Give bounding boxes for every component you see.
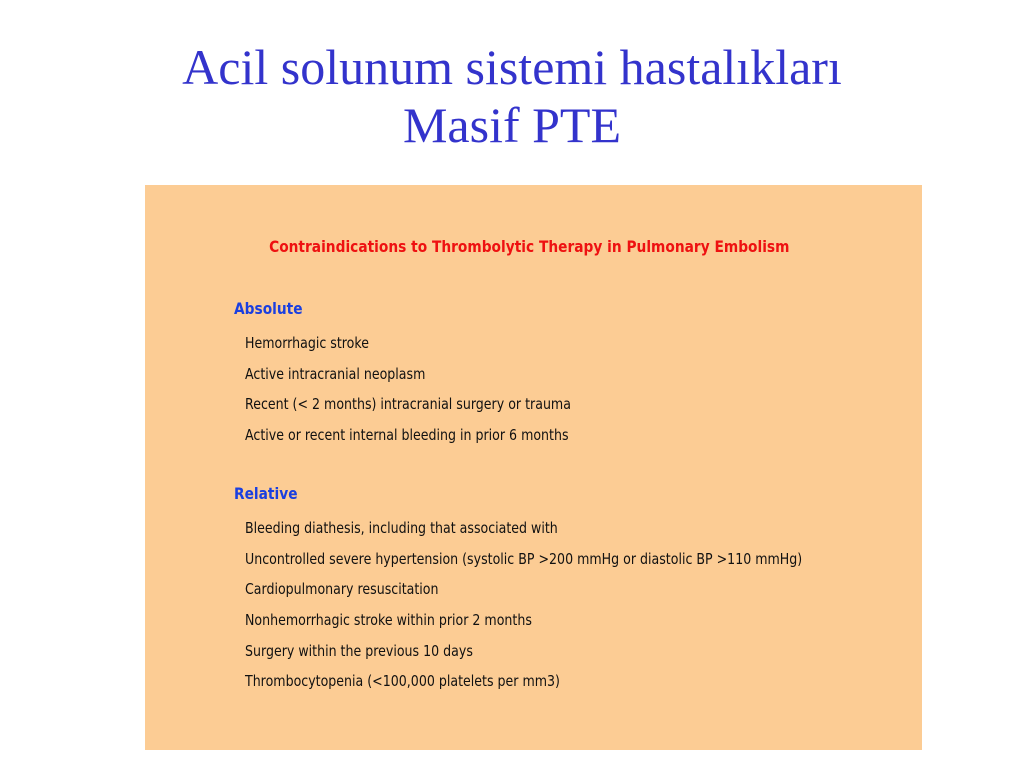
- list-item: Active intracranial neoplasm: [245, 364, 426, 383]
- slide-title-line-1: Acil solunum sistemi hastalıkları: [182, 39, 842, 95]
- list-item: Thrombocytopenia (<100,000 platelets per mm3): [245, 672, 560, 691]
- list-item: Cardiopulmonary resuscitation: [245, 580, 439, 599]
- contraindications-panel: [145, 185, 922, 750]
- slide-title-line-2: Masif PTE: [402, 97, 622, 153]
- slide-title: [0, 38, 1024, 154]
- relative-section: [234, 483, 874, 697]
- list-item: Uncontrolled severe hypertension (systolic BP >200 mmHg or diastolic BP >110 mmHg): [245, 549, 803, 568]
- absolute-heading: Absolute: [234, 299, 303, 318]
- list-item: Nonhemorrhagic stroke within prior 2 months: [245, 611, 532, 630]
- list-item: Surgery within the previous 10 days: [245, 641, 473, 660]
- list-item: Hemorrhagic stroke: [245, 334, 369, 352]
- list-item: Active or recent internal bleeding in prior 6 months: [245, 426, 569, 445]
- absolute-list: [234, 328, 874, 451]
- relative-list: [234, 513, 874, 697]
- list-item: Recent (< 2 months) intracranial surgery or trauma: [245, 395, 571, 414]
- list-item: Bleeding diathesis, including that associated with: [245, 519, 558, 537]
- panel-title: Contraindications to Thrombolytic Therapy in Pulmonary Embolism: [269, 237, 790, 256]
- absolute-section: [234, 298, 874, 451]
- relative-heading: Relative: [234, 484, 298, 503]
